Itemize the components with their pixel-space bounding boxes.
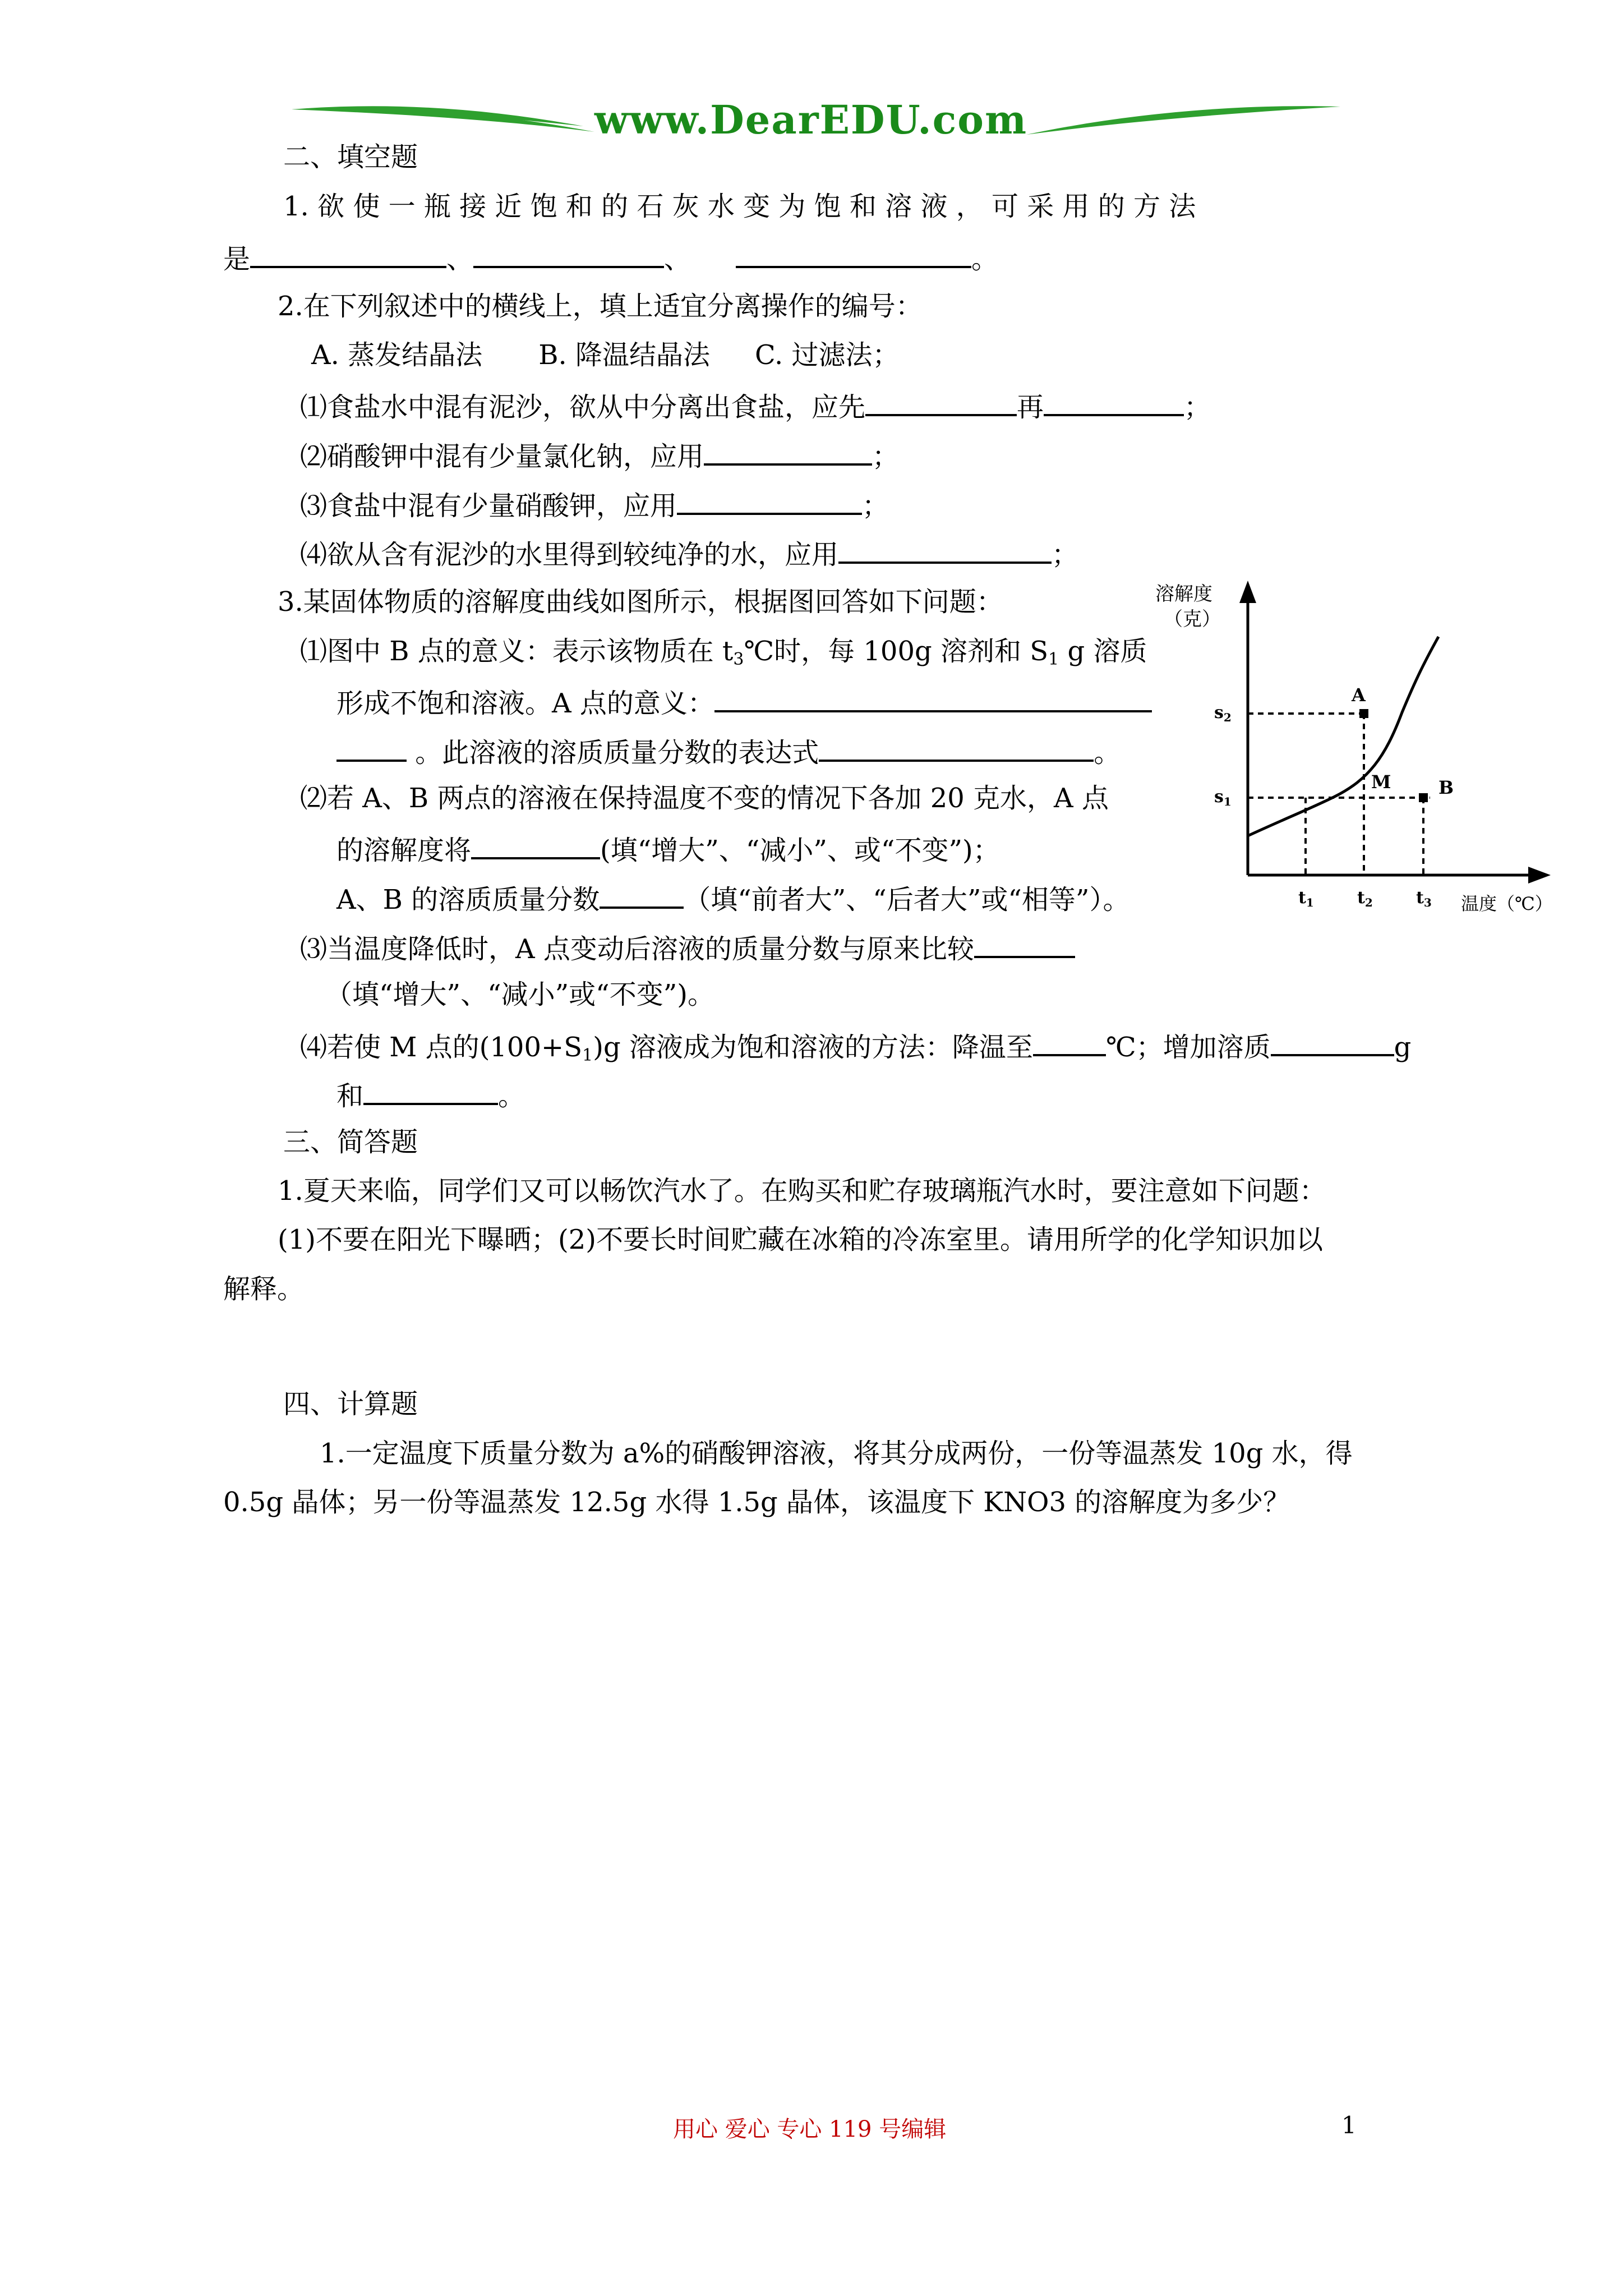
tick-t1: $t_1$: [1298, 888, 1314, 909]
section4-title: 四、计算题: [283, 1388, 418, 1420]
q3-p1-blank-3[interactable]: [819, 734, 1094, 762]
s4-q1-line1: 1.一定温度下质量分数为 a%的硝酸钾溶液，将其分成两份，一份等温蒸发 10g 水，得: [320, 1438, 1353, 1469]
s3-q1-line3: 解释。: [223, 1273, 305, 1305]
label-B: B: [1438, 777, 1454, 798]
tick-t3: $t_3$: [1416, 888, 1432, 909]
s4-q1-line2: 0.5g 晶体；另一份等温蒸发 12.5g 水得 1.5g 晶体，该温度下 KNO3 的溶解度为多少？: [223, 1487, 1290, 1518]
q3-p1-line3: 。此溶液的溶质质量分数的表达式 。: [336, 734, 1121, 770]
q2-sub2-blank[interactable]: [704, 438, 872, 466]
point-B: [1419, 793, 1428, 802]
q3-p2-blank-2[interactable]: [600, 881, 684, 909]
q3-p3-blank[interactable]: [974, 930, 1075, 958]
q1-blank-2[interactable]: [473, 240, 664, 268]
q3-p1-blank-1[interactable]: [714, 684, 1152, 712]
q1-blank-1[interactable]: [250, 240, 446, 268]
q2-sub3-blank[interactable]: [677, 487, 862, 515]
y-axis-label-1: 溶解度: [1155, 583, 1212, 605]
s3-q1-line2: (1)不要在阳光下曝晒；(2)不要长时间贮藏在冰箱的冷冻室里。请用所学的化学知识加以: [278, 1224, 1323, 1255]
q3-p1-line1: ⑴图中 B 点的意义：表示该物质在 $t_3℃$时，每 100g 溶剂和 $S_1$ g 溶质: [300, 636, 1147, 669]
q3-p4-blank-2[interactable]: [1271, 1028, 1394, 1056]
q3-p4-line1: ⑷若使 M 点的$(100+S_1)g$ 溶液成为饱和溶液的方法：降温至 ℃；增加溶质 g: [300, 1028, 1411, 1066]
solubility-curve: [1248, 637, 1438, 836]
q2-stem: 2.在下列叙述中的横线上，填上适宜分离操作的编号：: [278, 291, 923, 322]
section3-title: 三、简答题: [283, 1126, 418, 1158]
q1-line2: 是 、 、 。: [223, 240, 998, 276]
section2-title: 二、填空题: [283, 141, 418, 173]
y-axis-label-2: （克）: [1164, 608, 1221, 631]
q3-p2-line2: 的溶解度将 (填“增大”、“减小”、或“不变”)；: [336, 831, 1000, 867]
x-axis-arrow-icon: [1528, 867, 1551, 884]
footer-note: 用心 爱心 专心 119 号编辑: [673, 2116, 947, 2142]
q2-sub1-blank-2[interactable]: [1044, 388, 1184, 416]
q2-sub4-blank[interactable]: [838, 536, 1052, 564]
page-number: 1: [1341, 2111, 1357, 2139]
q2-sub1: ⑴食盐水中混有泥沙，欲从中分离出食盐，应先 再 ；: [300, 388, 1211, 424]
tick-s1: $s_1$: [1214, 787, 1232, 808]
q2-options: A. 蒸发结晶法 B. 降温结晶法 C. 过滤法；: [311, 339, 900, 371]
label-A: A: [1352, 684, 1366, 706]
q3-p3-line2: （填“增大”、“减小”或“不变”)。: [325, 979, 714, 1010]
q3-p4-line2: 和 。: [336, 1077, 525, 1113]
q2-sub2: ⑵硝酸钾中混有少量氯化钠，应用 ；: [300, 438, 899, 473]
q3-stem: 3.某固体物质的溶解度曲线如图所示，根据图回答如下问题：: [278, 586, 1003, 618]
tick-t2: $t_2$: [1357, 888, 1373, 909]
q2-sub4: ⑷欲从含有泥沙的水里得到较纯净的水，应用 ；: [300, 536, 1078, 572]
y-axis-arrow-icon: [1239, 581, 1256, 603]
q1-blank-3[interactable]: [736, 240, 971, 268]
point-A: [1359, 709, 1368, 718]
s3-q1-line1: 1.夏天来临，同学们又可以畅饮汽水了。在购买和贮存玻璃瓶汽水时，要注意如下问题：: [278, 1175, 1326, 1207]
q3-p2-line1: ⑵若 A、B 两点的溶液在保持温度不变的情况下各加 20 克水，A 点: [300, 783, 1109, 814]
q3-p3-line1: ⑶当温度降低时，A 点变动后溶液的质量分数与原来比较: [300, 930, 1075, 966]
q3-p2-blank-1[interactable]: [471, 831, 600, 859]
q3-p4-blank-1[interactable]: [1033, 1028, 1106, 1056]
label-M: M: [1371, 771, 1391, 793]
q3-p1-line2: 形成不饱和溶液。A 点的意义：: [336, 684, 1152, 720]
site-logo-text: www.DearEDU.com: [594, 96, 1028, 143]
q1-line1: 1. 欲 使 一 瓶 接 近 饱 和 的 石 灰 水 变 为 饱 和 溶 液 ， 可 采 用 的 方 法: [283, 191, 1196, 222]
q2-sub3: ⑶食盐中混有少量硝酸钾，应用 ；: [300, 487, 889, 523]
tick-s2: $s_2$: [1214, 703, 1232, 724]
q3-p4-blank-3[interactable]: [363, 1077, 498, 1105]
solubility-chart: [1155, 567, 1570, 926]
q3-p2-line3: A、B 的溶质质量分数 （填“前者大”、“后者大”或“相等”）。: [336, 881, 1129, 917]
q2-sub1-blank-1[interactable]: [865, 388, 1017, 416]
q3-p1-blank-2[interactable]: [336, 734, 407, 762]
x-axis-label: 温度（℃）: [1461, 893, 1553, 914]
